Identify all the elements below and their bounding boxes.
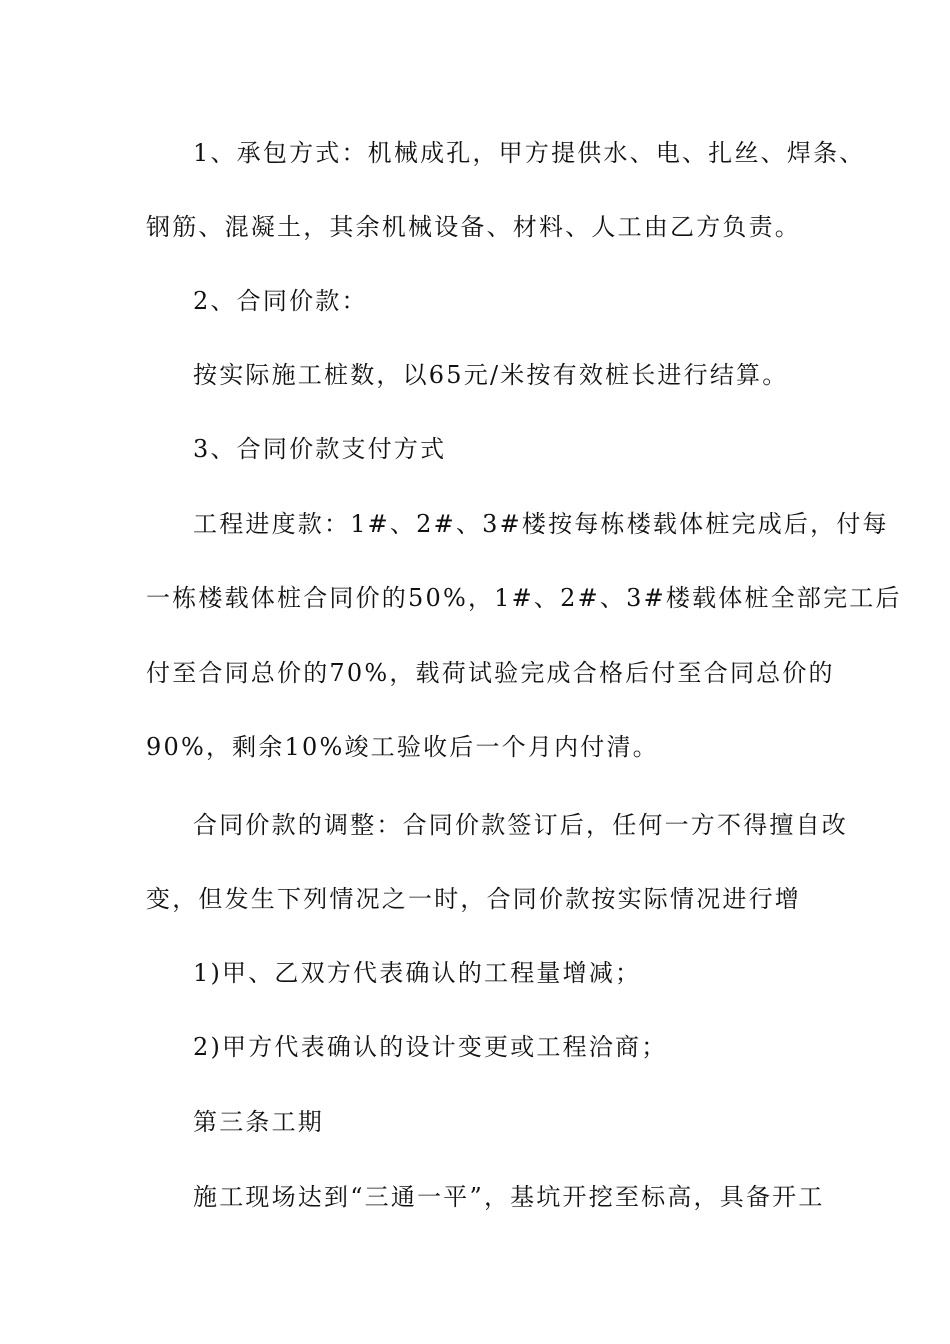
paragraph-progress-payment-line-2: 一栋楼载体桩合同价的50%，1#、2#、3#楼载体桩全部完工后 (146, 584, 902, 612)
paragraph-progress-payment-line-3: 付至合同总价的70%，载荷试验完成合格后付至合同总价的 (146, 659, 835, 687)
list-item-quantity-change: 1)甲、乙双方代表确认的工程量增减； (193, 959, 642, 987)
paragraph-contract-method-line-2: 钢筋、混凝土，其余机械设备、材料、人工由乙方负责。 (146, 213, 801, 241)
heading-article-three-schedule: 第三条工期 (193, 1108, 324, 1136)
heading-contract-price: 2、合同价款： (193, 287, 368, 315)
paragraph-price-adjustment-line-2: 变，但发生下列情况之一时，合同价款按实际情况进行增 (146, 885, 801, 913)
list-item-design-change: 2)甲方代表确认的设计变更或工程洽商； (193, 1033, 668, 1061)
paragraph-progress-payment-line-1: 工程进度款：1#、2#、3#楼按每栋楼载体桩完成后，付每 (193, 510, 889, 538)
paragraph-contract-method-line-1: 1、承包方式：机械成孔，甲方提供水、电、扎丝、焊条、 (193, 139, 866, 167)
paragraph-settlement-rate: 按实际施工桩数，以65元/米按有效桩长进行结算。 (193, 361, 789, 389)
paragraph-progress-payment-line-4: 90%，剩余10%竣工验收后一个月内付清。 (146, 733, 659, 761)
heading-payment-method: 3、合同价款支付方式 (193, 435, 447, 463)
paragraph-site-readiness: 施工现场达到“三通一平”，基坑开挖至标高，具备开工 (193, 1183, 825, 1211)
paragraph-price-adjustment-line-1: 合同价款的调整：合同价款签订后，任何一方不得擅自改 (193, 811, 848, 839)
